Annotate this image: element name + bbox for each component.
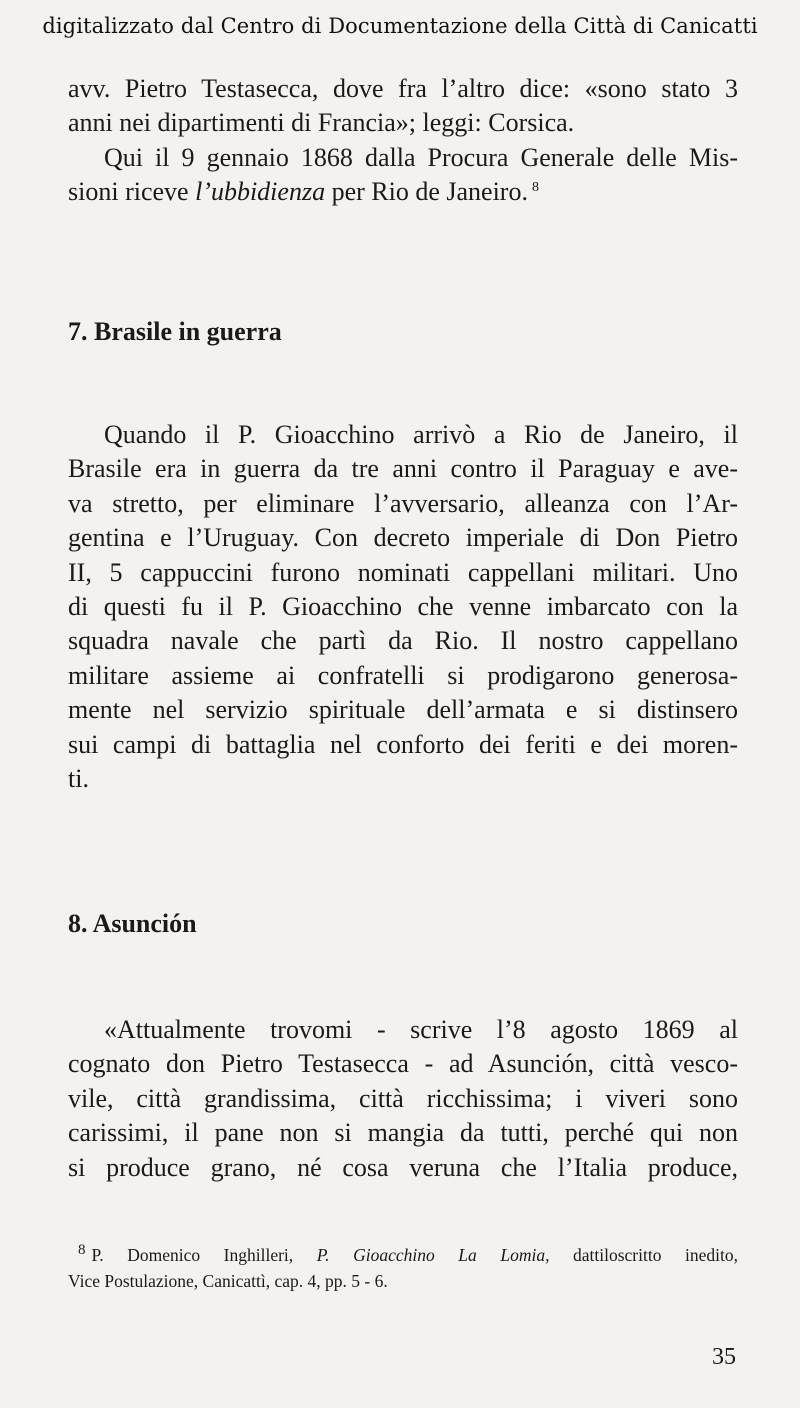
section-7-line: va stretto, per eliminare l’avversario, alleanza con l’Ar- [68,488,738,518]
digitization-watermark: digitalizzato dal Centro di Documentazione della Città di Canicatti [42,14,758,38]
section-7-body [68,418,738,796]
intro-line-1: avv. Pietro Testasecca, dove fra l’altro dice: «sono stato 3 [68,74,738,103]
footnote-title: P. Gioacchino La Lomia, [316,1245,550,1265]
section-7-line: II, 5 cappuccini furono nominati cappellani militari. Uno [68,557,738,587]
section-8-line: «Attualmente trovomi - scrive l’8 agosto 1869 al [104,1015,738,1044]
section-7-line: gentina e l’Uruguay. Con decreto imperiale di Don Pietro [68,523,738,553]
section-7-line: sui campi di battaglia nel conforto dei feriti e dei moren- [68,729,738,759]
section-8-line: si produce grano, né cosa veruna che l’Italia produce, [68,1152,738,1182]
footnote [68,1242,738,1294]
footnote-number: 8 [78,1242,86,1259]
section-7-line: militare assieme ai confratelli si prodigarono generosa- [68,660,738,690]
footnote-author: P. Domenico Inghilleri, [91,1245,317,1265]
intro-para2-pre: sioni riceve [68,177,196,207]
intro-para2-line-2 [68,175,738,209]
page-number: 35 [712,1344,736,1370]
section-8-line: cognato don Pietro Testasecca - ad Asunción, città vesco- [68,1049,738,1079]
section-8-line: vile, città grandissima, città ricchissima; i viveri sono [68,1083,738,1113]
intro-italic-term: l’ubbidienza [195,177,326,207]
section-7-line: di questi fu il P. Gioacchino che venne imbarcato con la [68,592,738,622]
section-7-line: ti. [68,764,89,794]
footnote-line-2: Vice Postulazione, Canicattì, cap. 4, pp. 5 - 6. [68,1271,388,1291]
section-8-line: carissimi, il pane non si mangia da tutti, perché qui non [68,1118,738,1148]
section-8-body [68,1013,738,1185]
intro-para2-line-1: Qui il 9 gennaio 1868 dalla Procura Generale delle Mis- [104,142,738,172]
intro-para2-post: per Rio de Janeiro. [325,177,528,207]
section-heading-7: 7. Brasile in guerra [68,317,282,346]
intro-text [68,72,738,210]
intro-line-2: anni nei dipartimenti di Francia»; leggi: Corsica. [68,108,575,138]
footnote-rest: dattiloscritto inedito, [549,1245,739,1265]
section-7-line: squadra navale che partì da Rio. Il nostro cappellano [68,626,738,656]
footnote-reference: 8 [531,179,539,195]
section-7-line: Brasile era in guerra da tre anni contro il Paraguay e ave- [68,454,738,484]
section-7-line: mente nel servizio spirituale dell’armata e si distinsero [68,695,738,725]
section-7-line: Quando il P. Gioacchino arrivò a Rio de Janeiro, il [104,420,738,449]
footnote-line-1 [68,1242,738,1268]
section-heading-8: 8. Asunción [68,909,197,938]
